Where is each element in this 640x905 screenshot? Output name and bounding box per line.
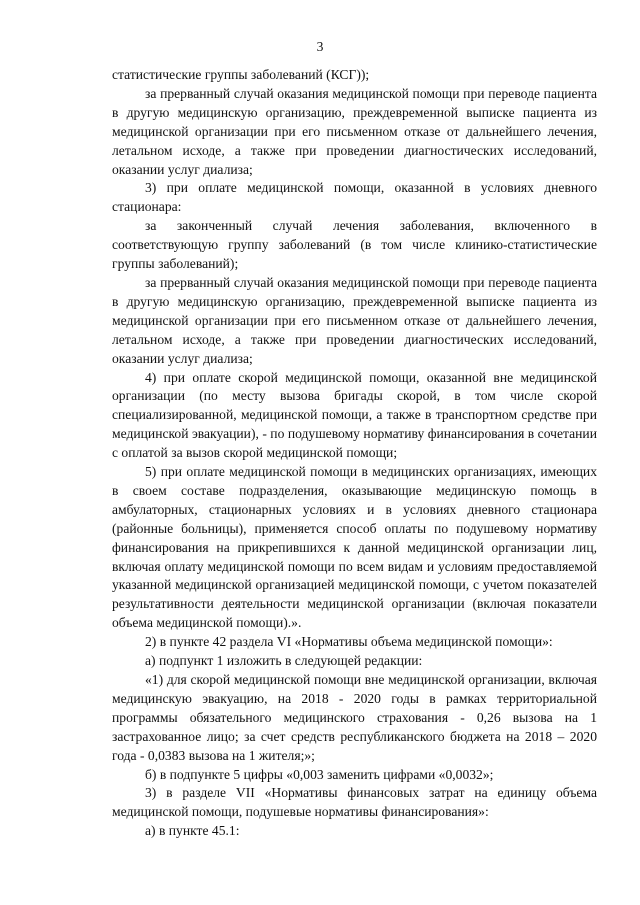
body-text [112, 66, 597, 841]
paragraph: б) в подпункте 5 цифры «0,003 заменить цифрами «0,0032»; [145, 766, 494, 782]
paragraph: 2) в пункте 42 раздела VI «Нормативы объема медицинской помощи»: [145, 634, 553, 650]
paragraph: 3) при оплате медицинской помощи, оказанной в условиях дневного стационара: [112, 180, 597, 215]
paragraph: за прерванный случай оказания медицинской помощи при переводе пациента в другую медицинскую организацию, преждевременной выписке пациента из медицинской организации при его письменном отказе от дальнейшего лечения, летальном исходе, а также при проведении диагностических исследований, оказании услуг диализа; [112, 274, 597, 366]
paragraph: 3) в разделе VII «Нормативы финансовых затрат на единицу объема медицинской помощи, подушевые нормативы финансирования»: [112, 785, 597, 820]
page-number: 3 [316, 39, 324, 54]
paragraph: 4) при оплате скорой медицинской помощи, оказанной вне медицинской организации (по месту вызова бригады скорой, в том числе скорой специализированной, медицинской помощи, а также в транспортном средстве при медицинской эвакуации), - по подушевому нормативу финансирования в сочетании с оплатой за вызов скорой медицинской помощи; [112, 369, 597, 461]
paragraph: «1) для скорой медицинской помощи вне медицинской организации, включая медицинскую эвакуацию, на 2018 - 2020 годы в рамках территориальной программы обязательного медицинского страхования - 0,26 вызова на 1 застрахованное лицо; за счет средств республиканского бюджета на 2018 – 2020 года - 0,0383 вызова на 1 жителя;»; [112, 672, 597, 763]
paragraph: 5) при оплате медицинской помощи в медицинских организациях, имеющих в своем составе подразделения, оказывающие медицинскую помощь в амбулаторных, стационарных условиях и в условиях дневного стационара (районные больницы), применяется способ оплаты по подушевому нормативу финансирования на прикрепившихся к данной медицинской организации лиц, включая оплату медицинской помощи по всем видам и условиям предоставляемой указанной медицинской организацией медицинской помощи, с учетом показателей результативности деятельности медицинской организации (включая показатели объема медицинской помощи).». [112, 464, 597, 631]
paragraph: статистические группы заболеваний (КСГ)); [112, 67, 370, 82]
paragraph: за законченный случай лечения заболевания, включенного в соответствующую группу заболеваний (в том числе клинико-статистические группы заболеваний); [112, 218, 597, 272]
paragraph: за прерванный случай оказания медицинской помощи при переводе пациента в другую медицинскую организацию, преждевременной выписке пациента из медицинской организации при его письменном отказе от дальнейшего лечения, летальном исходе, а также при проведении диагностических исследований, оказании услуг диализа; [112, 85, 597, 177]
paragraph: а) подпункт 1 изложить в следующей редакции: [145, 653, 423, 669]
paragraph: а) в пункте 45.1: [145, 823, 240, 839]
